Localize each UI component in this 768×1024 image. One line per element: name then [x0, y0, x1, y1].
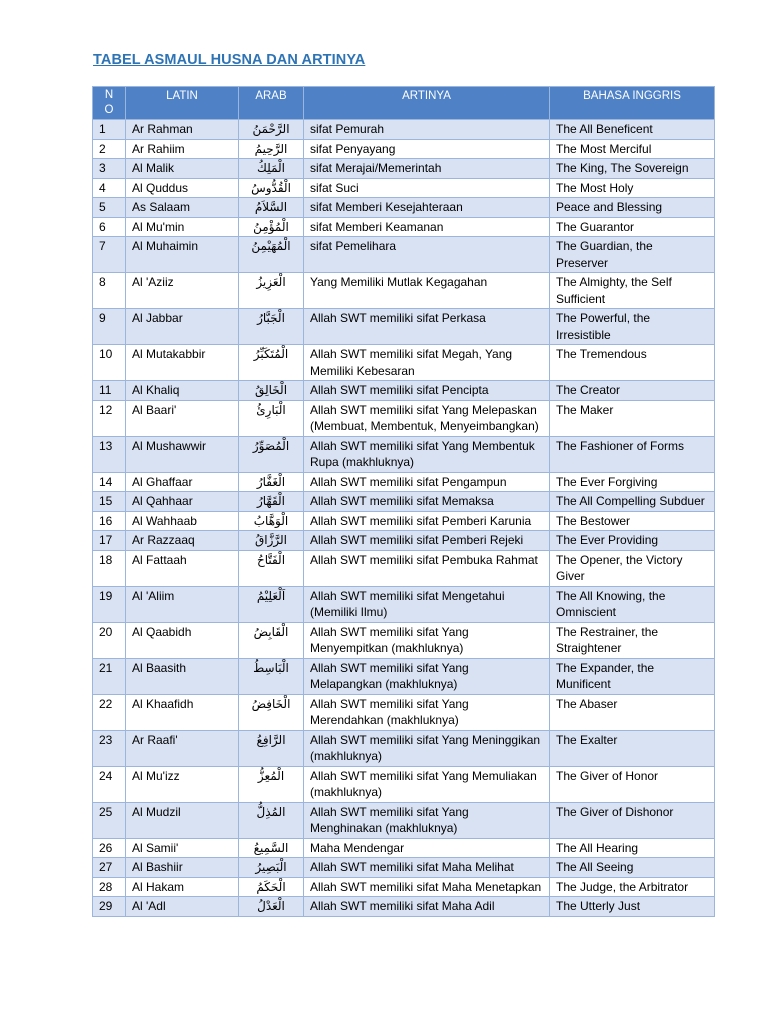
cell-artinya: Allah SWT memiliki sifat Megah, Yang Memiliki Kebesaran	[304, 345, 550, 381]
cell-bahasa-inggris: The All Hearing	[550, 838, 715, 858]
cell-artinya: sifat Memberi Keamanan	[304, 217, 550, 237]
cell-no: 13	[93, 436, 126, 472]
cell-no: 3	[93, 159, 126, 179]
cell-bahasa-inggris: The Almighty, the Self Sufficient	[550, 273, 715, 309]
cell-latin: Al Muhaimin	[126, 237, 239, 273]
cell-arab: الْبَارِئُ	[239, 400, 304, 436]
cell-no: 12	[93, 400, 126, 436]
cell-bahasa-inggris: The Most Holy	[550, 178, 715, 198]
cell-arab: الْبَصِيرُ	[239, 858, 304, 878]
cell-latin: Al Jabbar	[126, 309, 239, 345]
cell-bahasa-inggris: Peace and Blessing	[550, 198, 715, 218]
cell-latin: Al 'Adl	[126, 897, 239, 917]
table-row	[93, 694, 715, 730]
cell-no: 23	[93, 730, 126, 766]
table-row	[93, 766, 715, 802]
cell-bahasa-inggris: The Creator	[550, 381, 715, 401]
cell-artinya: Allah SWT memiliki sifat Yang Meninggikan (makhluknya)	[304, 730, 550, 766]
cell-no: 8	[93, 273, 126, 309]
cell-arab: الرَّحِيمُ	[239, 139, 304, 159]
cell-latin: Al Baari'	[126, 400, 239, 436]
cell-latin: Ar Razzaaq	[126, 531, 239, 551]
cell-bahasa-inggris: The Fashioner of Forms	[550, 436, 715, 472]
cell-bahasa-inggris: The Most Merciful	[550, 139, 715, 159]
cell-latin: Al Malik	[126, 159, 239, 179]
cell-artinya: Allah SWT memiliki sifat Pembuka Rahmat	[304, 550, 550, 586]
cell-artinya: Allah SWT memiliki sifat Perkasa	[304, 309, 550, 345]
cell-artinya: Allah SWT memiliki sifat Pemberi Rejeki	[304, 531, 550, 551]
cell-latin: Al Mutakabbir	[126, 345, 239, 381]
cell-no: 20	[93, 622, 126, 658]
cell-latin: Al Qahhaar	[126, 492, 239, 512]
cell-no: 26	[93, 838, 126, 858]
table-row	[93, 381, 715, 401]
cell-artinya: Allah SWT memiliki sifat Pencipta	[304, 381, 550, 401]
cell-latin: Al Mu'min	[126, 217, 239, 237]
table-row	[93, 858, 715, 878]
cell-no: 14	[93, 472, 126, 492]
cell-artinya: Allah SWT memiliki sifat Pemberi Karunia	[304, 511, 550, 531]
cell-no: 7	[93, 237, 126, 273]
cell-arab: الْمَلِكُ	[239, 159, 304, 179]
cell-bahasa-inggris: The Guardian, the Preserver	[550, 237, 715, 273]
cell-bahasa-inggris: The Tremendous	[550, 345, 715, 381]
table-row	[93, 550, 715, 586]
table-row	[93, 273, 715, 309]
table-row	[93, 309, 715, 345]
cell-no: 10	[93, 345, 126, 381]
cell-bahasa-inggris: The Bestower	[550, 511, 715, 531]
header-latin: LATIN	[126, 87, 239, 120]
cell-artinya: Allah SWT memiliki sifat Maha Menetapkan	[304, 877, 550, 897]
cell-artinya: Allah SWT memiliki sifat Yang Memuliakan (makhluknya)	[304, 766, 550, 802]
cell-bahasa-inggris: The Ever Providing	[550, 531, 715, 551]
cell-no: 19	[93, 586, 126, 622]
cell-bahasa-inggris: The Ever Forgiving	[550, 472, 715, 492]
cell-latin: Al Mu'izz	[126, 766, 239, 802]
cell-no: 1	[93, 120, 126, 140]
cell-bahasa-inggris: The Judge, the Arbitrator	[550, 877, 715, 897]
cell-artinya: sifat Pemelihara	[304, 237, 550, 273]
cell-bahasa-inggris: The Opener, the Victory Giver	[550, 550, 715, 586]
asmaul-husna-table	[92, 86, 715, 917]
table-row	[93, 120, 715, 140]
table-row	[93, 511, 715, 531]
cell-bahasa-inggris: The King, The Sovereign	[550, 159, 715, 179]
cell-latin: Al Quddus	[126, 178, 239, 198]
table-row	[93, 345, 715, 381]
cell-arab: الْمُؤْمِنُ	[239, 217, 304, 237]
cell-latin: Ar Raafi'	[126, 730, 239, 766]
cell-arab: الْمُهَيْمِنُ	[239, 237, 304, 273]
header-row	[93, 87, 715, 120]
cell-artinya: Allah SWT memiliki sifat Yang Melepaskan (Membuat, Membentuk, Menyeimbangkan)	[304, 400, 550, 436]
cell-artinya: Allah SWT memiliki sifat Mengetahui (Memiliki Ilmu)	[304, 586, 550, 622]
table-row	[93, 492, 715, 512]
cell-latin: Al 'Aliim	[126, 586, 239, 622]
cell-bahasa-inggris: The Giver of Honor	[550, 766, 715, 802]
table-row	[93, 178, 715, 198]
cell-latin: Ar Rahiim	[126, 139, 239, 159]
cell-no: 25	[93, 802, 126, 838]
cell-artinya: Allah SWT memiliki sifat Yang Merendahkan (makhluknya)	[304, 694, 550, 730]
cell-bahasa-inggris: The All Knowing, the Omniscient	[550, 586, 715, 622]
cell-artinya: Allah SWT memiliki sifat Yang Menghinakan (makhluknya)	[304, 802, 550, 838]
cell-arab: الْجَبَّارُ	[239, 309, 304, 345]
cell-artinya: Allah SWT memiliki sifat Maha Melihat	[304, 858, 550, 878]
cell-artinya: Maha Mendengar	[304, 838, 550, 858]
cell-arab: الْمُعِزُّ	[239, 766, 304, 802]
cell-bahasa-inggris: The Guarantor	[550, 217, 715, 237]
cell-no: 27	[93, 858, 126, 878]
cell-artinya: sifat Penyayang	[304, 139, 550, 159]
header-bahasa-inggris: BAHASA INGGRIS	[550, 87, 715, 120]
cell-no: 18	[93, 550, 126, 586]
cell-no: 21	[93, 658, 126, 694]
cell-artinya: Allah SWT memiliki sifat Pengampun	[304, 472, 550, 492]
cell-arab: الرَّزَّاقُ	[239, 531, 304, 551]
cell-latin: Ar Rahman	[126, 120, 239, 140]
table-row	[93, 586, 715, 622]
cell-arab: الْحَكَمُ	[239, 877, 304, 897]
cell-latin: Al Mushawwir	[126, 436, 239, 472]
cell-artinya: sifat Pemurah	[304, 120, 550, 140]
table-row	[93, 838, 715, 858]
cell-no: 6	[93, 217, 126, 237]
cell-no: 24	[93, 766, 126, 802]
cell-bahasa-inggris: The Restrainer, the Straightener	[550, 622, 715, 658]
cell-latin: Al Bashiir	[126, 858, 239, 878]
table-row	[93, 658, 715, 694]
table-header	[93, 87, 715, 120]
table-row	[93, 198, 715, 218]
table-row	[93, 730, 715, 766]
table-row	[93, 802, 715, 838]
cell-latin: Al Khaliq	[126, 381, 239, 401]
table-row	[93, 139, 715, 159]
cell-bahasa-inggris: The All Compelling Subduer	[550, 492, 715, 512]
cell-arab: الْقَهَّارُ	[239, 492, 304, 512]
cell-latin: Al 'Aziiz	[126, 273, 239, 309]
cell-bahasa-inggris: The Maker	[550, 400, 715, 436]
cell-arab: الْمُصَوِّرُ	[239, 436, 304, 472]
table-row	[93, 400, 715, 436]
cell-no: 29	[93, 897, 126, 917]
cell-latin: Al Baasith	[126, 658, 239, 694]
cell-arab: الْفَتَّاحُ	[239, 550, 304, 586]
cell-arab: الْخَافِضُ	[239, 694, 304, 730]
cell-no: 5	[93, 198, 126, 218]
header-no: N O	[93, 87, 126, 120]
cell-arab: السَّلاَمُ	[239, 198, 304, 218]
cell-arab: الْقَابِضُ	[239, 622, 304, 658]
cell-artinya: sifat Memberi Kesejahteraan	[304, 198, 550, 218]
cell-bahasa-inggris: The Abaser	[550, 694, 715, 730]
cell-no: 22	[93, 694, 126, 730]
cell-arab: الْعَدْلُ	[239, 897, 304, 917]
table-row	[93, 531, 715, 551]
table-row	[93, 472, 715, 492]
cell-latin: Al Wahhaab	[126, 511, 239, 531]
cell-latin: Al Qaabidh	[126, 622, 239, 658]
header-arab: ARAB	[239, 87, 304, 120]
cell-artinya: Allah SWT memiliki sifat Maha Adil	[304, 897, 550, 917]
cell-arab: الْخَالِقُ	[239, 381, 304, 401]
cell-bahasa-inggris: The Powerful, the Irresistible	[550, 309, 715, 345]
table-row	[93, 436, 715, 472]
cell-latin: Al Hakam	[126, 877, 239, 897]
cell-no: 16	[93, 511, 126, 531]
page-title: TABEL ASMAUL HUSNA DAN ARTINYA	[93, 52, 366, 68]
cell-no: 9	[93, 309, 126, 345]
cell-latin: Al Fattaah	[126, 550, 239, 586]
cell-artinya: Allah SWT memiliki sifat Memaksa	[304, 492, 550, 512]
header-artinya: ARTINYA	[304, 87, 550, 120]
cell-no: 15	[93, 492, 126, 512]
cell-artinya: Allah SWT memiliki sifat Yang Membentuk Rupa (makhluknya)	[304, 436, 550, 472]
cell-latin: Al Samii'	[126, 838, 239, 858]
cell-artinya: Yang Memiliki Mutlak Kegagahan	[304, 273, 550, 309]
cell-bahasa-inggris: The Utterly Just	[550, 897, 715, 917]
cell-arab: الرَّافِعُ	[239, 730, 304, 766]
cell-arab: اَلْعَلِيْمُ	[239, 586, 304, 622]
table-row	[93, 897, 715, 917]
cell-no: 4	[93, 178, 126, 198]
cell-bahasa-inggris: The All Seeing	[550, 858, 715, 878]
cell-arab: المُذِلُّ	[239, 802, 304, 838]
cell-arab: الْغَفَّارُ	[239, 472, 304, 492]
cell-arab: السَّمِيعُ	[239, 838, 304, 858]
cell-latin: Al Ghaffaar	[126, 472, 239, 492]
cell-artinya: Allah SWT memiliki sifat Yang Menyempitkan (makhluknya)	[304, 622, 550, 658]
cell-arab: الْبَاسِطُ	[239, 658, 304, 694]
cell-bahasa-inggris: The Expander, the Munificent	[550, 658, 715, 694]
cell-bahasa-inggris: The Giver of Dishonor	[550, 802, 715, 838]
cell-bahasa-inggris: The Exalter	[550, 730, 715, 766]
cell-no: 11	[93, 381, 126, 401]
table-row	[93, 622, 715, 658]
cell-latin: Al Mudzil	[126, 802, 239, 838]
cell-artinya: sifat Merajai/Memerintah	[304, 159, 550, 179]
cell-arab: الْمُتَكَبِّرُ	[239, 345, 304, 381]
cell-no: 28	[93, 877, 126, 897]
cell-bahasa-inggris: The All Beneficent	[550, 120, 715, 140]
cell-artinya: Allah SWT memiliki sifat Yang Melapangkan (makhluknya)	[304, 658, 550, 694]
cell-arab: الرَّحْمَنُ	[239, 120, 304, 140]
cell-arab: الْقُدُّوسُ	[239, 178, 304, 198]
cell-no: 2	[93, 139, 126, 159]
table-row	[93, 237, 715, 273]
cell-artinya: sifat Suci	[304, 178, 550, 198]
table-row	[93, 877, 715, 897]
cell-arab: الْعَزِيزُ	[239, 273, 304, 309]
table-row	[93, 159, 715, 179]
table-row	[93, 217, 715, 237]
cell-latin: As Salaam	[126, 198, 239, 218]
table-body	[93, 120, 715, 917]
cell-no: 17	[93, 531, 126, 551]
cell-latin: Al Khaafidh	[126, 694, 239, 730]
cell-arab: الْوَهَّابُ	[239, 511, 304, 531]
